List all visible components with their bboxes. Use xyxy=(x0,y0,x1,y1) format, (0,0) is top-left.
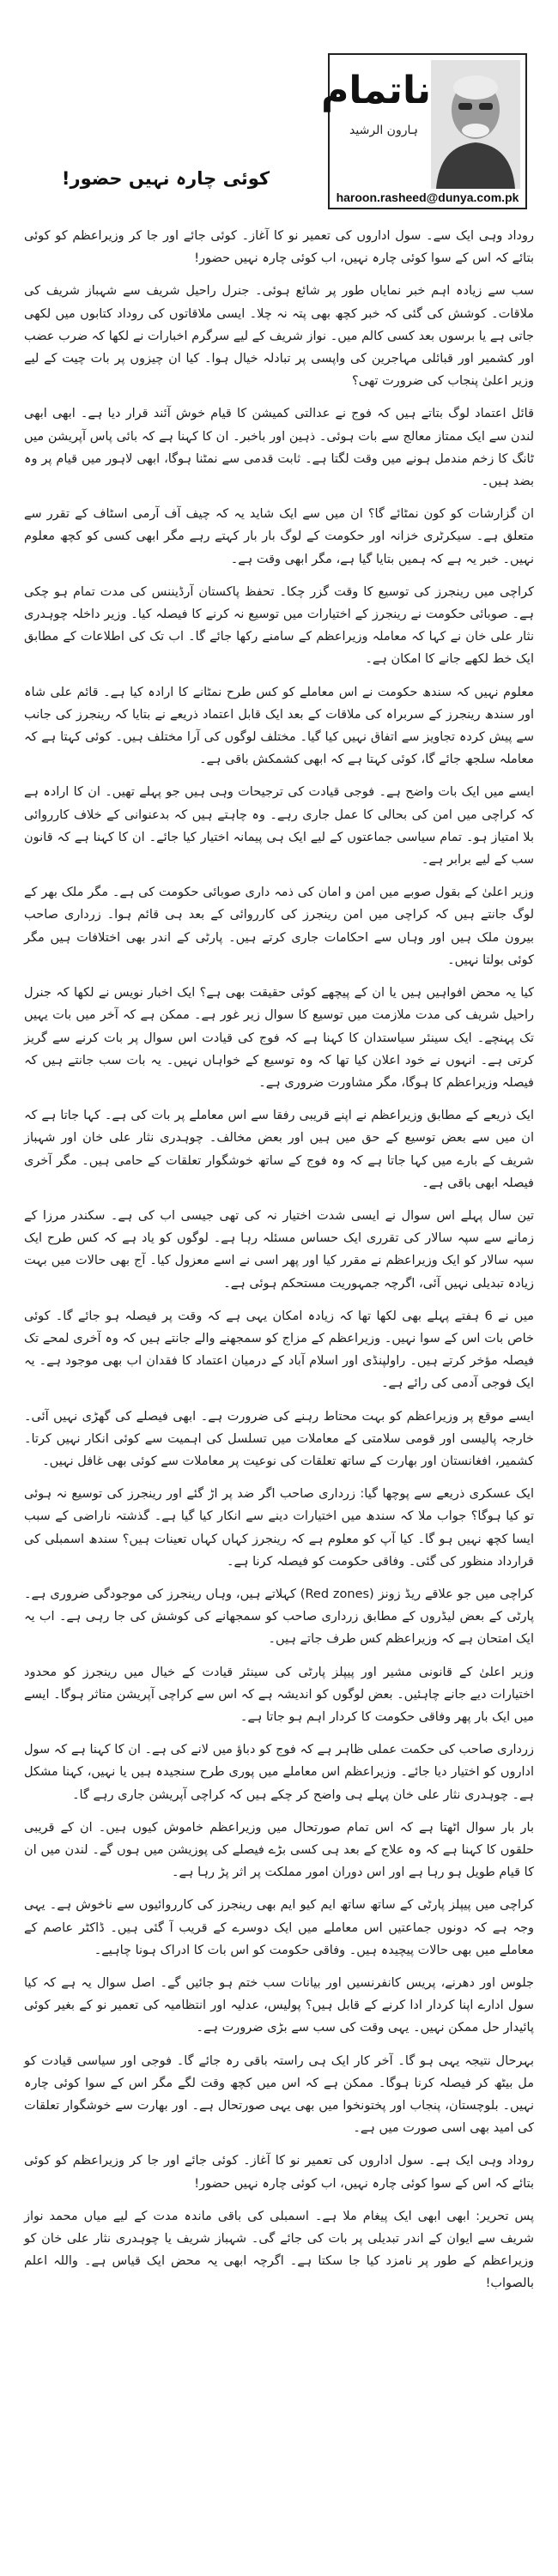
article-paragraph: سب سے زیادہ اہم خبر نمایاں طور پر شائع ہوئی۔ جنرل راحیل شریف سے شہباز شریف کی ملاقات۔ کوشش کی گئی کہ خبر کچھ بھی پتہ نہ چلا۔ ایسی ملاقاتوں کی روداد کتابوں میں لکھی جاتی ہے یا برسوں بعد کسی کالم میں۔ نواز شریف کے لیے سرگرم اخبارات نے لکھا کہ ضرب عضب اور کشمیر اور قبائلی مہاجرین کی واپسی پر تبادلہ خیال ہوا۔ کیا ان چیزوں پر بات چیت کے لیے وزیر اعلیٰ پنجاب کی ضرورت تھی؟ xyxy=(24,284,534,389)
article-body xyxy=(24,225,534,2306)
author-portrait-image xyxy=(431,60,520,189)
article-paragraph: تین سال پہلے اس سوال نے ایسی شدت اختیار نہ کی تھی جیسی اب کی ہے۔ سکندر مرزا کے زمانے سے سپہ سالار کی تقرری ایک حساس مسئلہ رہا ہے۔ لوگوں کو یاد ہے کہ کس طرح ایک سپہ سالار کو ایک وزیراعظم نے مقرر کیا اور پھر اسی نے اسے معزول کیا۔ آج بھی حالات میں بہت زیادہ تبدیلی نہیں آئی، اگرچہ جمہوریت مستحکم ہوئی ہے۔ xyxy=(24,1208,534,1291)
article-paragraph: کراچی میں جو علاقے ریڈ زونز (Red zones) کہلاتے ہیں، وہاں رینجرز کی موجودگی ضروری ہے۔ پارٹی کے بعض لیڈروں کے مطابق زرداری صاحب کو سمجھانے کی کوشش کی جا رہی ہے۔ اب یہ ایک امتحان ہے کہ وزیراعظم کس طرف جاتے ہیں۔ xyxy=(24,1587,534,1647)
article-paragraph: ایسے میں ایک بات واضح ہے۔ فوجی قیادت کی ترجیحات وہی ہیں جو پہلے تھیں۔ ان کا ارادہ ہے کہ کراچی میں امن کی بحالی کا عمل جاری رہے۔ وہ چاہتے ہیں کہ بدعنوانی کے خلاف کارروائی بلا امتیاز ہو۔ تمام سیاسی جماعتوں کے لیے ایک ہی پیمانہ اختیار کیا جائے۔ ان کا کہنا ہے کہ قانون سب کے لیے برابر ہے۔ xyxy=(24,785,534,868)
article-paragraph: روداد وہی ایک سے۔ سول اداروں کی تعمیر نو کا آغاز۔ کوئی جائے اور جا کر وزیراعظم کو کوئی بتائے کہ اس کے سوا کوئی چارہ نہیں، اب کوئی چارہ نہیں حضور! xyxy=(24,229,534,266)
column-masthead xyxy=(321,53,527,209)
article-paragraph: زرداری صاحب کی حکمت عملی ظاہر ہے کہ فوج کو دباؤ میں لانے کی ہے۔ ان کا کہنا ہے کہ سول اداروں کو اختیار دیا جائے۔ وزیراعظم اس معاملے میں پوری طرح سنجیدہ ہیں یا نہیں، کہنا مشکل ہے۔ چوہدری نثار علی خان پہلے ہی واضح کر چکے ہیں کہ کراچی آپریشن جاری رہے گا۔ xyxy=(24,1743,534,1802)
article-headline: کوئی چارہ نہیں حضور! xyxy=(61,168,270,189)
article-paragraph: کراچی میں پیپلز پارٹی کے ساتھ ساتھ ایم کیو ایم بھی رینجرز کی کارروائیوں سے ناخوش ہے۔ یہی وجہ ہے کہ دونوں جماعتیں اس معاملے میں ایک دوسرے کے قریب آ گئی ہیں۔ ڈاکٹر عاصم کے معاملے میں بھی حالات پیچیدہ ہیں۔ وفاقی حکومت کو اس بات کا ادراک ہونا چاہیے۔ xyxy=(24,1898,534,1957)
article-paragraph: ان گزارشات کو کون نمٹائے گا؟ ان میں سے ایک شاید یہ کہ چیف آف آرمی اسٹاف کے تقرر سے متعلق ہے۔ سیکرٹری خزانہ اور حکومت کے لوگ بار بار کہتے رہے مگر ابھی کسی کو کچھ معلوم نہیں۔ خبر یہ ہے کہ ہمیں بتایا گیا ہے، مگر ابھی وقت ہے۔ xyxy=(24,507,534,566)
article-paragraph: قائل اعتماد لوگ بتاتے ہیں کہ فوج نے عدالتی کمیشن کا قیام خوش آئند قرار دیا ہے۔ ابھی ابھی لندن سے ایک ممتاز معالج سے بات ہوئی۔ ذہین اور باخبر۔ ان کا کہنا ہے کہ بائی پاس آپریشن میں ٹانگ کا زخم مندمل ہونے میں وقت لگتا ہے۔ ثابت قدمی سے نمٹنا ہوگا، ابھی لاہور میں قیام پر وہ بضد ہیں۔ xyxy=(24,407,534,489)
article-paragraph: معلوم نہیں کہ سندھ حکومت نے اس معاملے کو کس طرح نمٹانے کا ارادہ کیا ہے۔ قائم علی شاہ اور سندھ رینجرز کے سربراہ کی ملاقات کے بعد ایک قابل اعتماد ذریعے نے بتایا کہ رینجرز کی جانب سے پیش کردہ تجاویز سے اتفاق نہیں کیا گیا۔ مختلف لوگوں کی آرا مختلف ہیں۔ کوئی کہتا ہے کہ معاملہ سلجھ جائے گا، کوئی کہتا ہے کہ ابھی کشمکش باقی ہے۔ xyxy=(24,685,534,767)
article-paragraph: روداد وہی ایک ہے۔ سول اداروں کی تعمیر نو کا آغاز۔ کوئی جائے اور جا کر وزیراعظم کو کوئی بتائے کہ اس کے سوا کوئی چارہ نہیں، اب کوئی چارہ نہیں حضور! xyxy=(24,2154,534,2191)
article-paragraph: بار بار سوال اٹھتا ہے کہ اس تمام صورتحال میں وزیراعظم خاموش کیوں ہیں۔ ان کے قریبی حلقوں کا کہنا ہے کہ وہ علاج کے بعد ہی کسی بڑے فیصلے کی پوزیشن میں ہوں گے۔ لندن میں ان کا قیام طویل ہو رہا ہے اور اس دوران امور مملکت پر اثر پڑ رہا ہے۔ xyxy=(24,1820,534,1880)
article-paragraph: وزیر اعلیٰ کے قانونی مشیر اور پیپلز پارٹی کی سینئر قیادت کے خیال میں رینجرز کو محدود اختیارات دیے جانے چاہئیں۔ بعض لوگوں کو اندیشہ ہے کہ اس سے کراچی آپریشن متاثر ہوگا۔ ایسے میں ایک بار پھر وفاقی حکومت کا کردار اہم ہو جاتا ہے۔ xyxy=(24,1665,534,1724)
author-name: ہارون الرشید xyxy=(349,124,418,137)
article-paragraph: پس تحریر: ابھی ابھی ایک پیغام ملا ہے۔ اسمبلی کی باقی ماندہ مدت کے لیے میاں محمد نواز شریف سے ایوان کے اندر تبدیلی پر بات کی جائے گی۔ شہباز شریف یا چوہدری نثار علی خان کو وزیراعظم کے طور پر نامزد کیا جا سکتا ہے۔ اگرچہ ابھی یہ محض ایک قیاس ہے۔ واللہ اعلم بالصواب! xyxy=(24,2209,534,2291)
column-title: ناتمام xyxy=(321,69,431,112)
article-paragraph: کراچی میں رینجرز کی توسیع کا وقت گزر چکا۔ تحفظ پاکستان آرڈیننس کی مدت تمام ہو چکی ہے۔ صوبائی حکومت نے رینجرز کے اختیارات میں توسیع نہ کرنے کا فیصلہ کیا۔ وزیر داخلہ چوہدری نثار علی خان نے کہا کہ معاملہ وزیراعظم کے سامنے رکھا جائے گا۔ اب تک کی اطلاعات کے مطابق ایک خط لکھے جانے کا امکان ہے۔ xyxy=(24,584,534,667)
article-paragraph: وزیر اعلیٰ کے بقول صوبے میں امن و امان کی ذمہ داری صوبائی حکومت کی ہے۔ مگر ملک بھر کے لوگ جانتے ہیں کہ کراچی میں امن رینجرز کی کارروائی کے بعد ہی قائم ہوا۔ زرداری صاحب بیرون ملک ہیں اور وہاں سے احکامات جاری کرتے ہیں۔ پارٹی کے اندر بھی اختلافات ہیں مگر کوئی بولتا نہیں۔ xyxy=(24,886,534,967)
author-photo xyxy=(431,60,520,189)
author-email[interactable]: haroon.rasheed@dunya.com.pk xyxy=(336,190,519,204)
article-paragraph: میں نے 6 ہفتے پہلے بھی لکھا تھا کہ زیادہ امکان یہی ہے کہ وقت پر فیصلہ ہو جائے گا۔ کوئی خاص بات اس کے سوا نہیں۔ وزیراعظم کے مزاج کو سمجھنے والے جانتے ہیں کہ وہ آخری لمحے تک فیصلہ مؤخر کرتے ہیں۔ راولپنڈی اور اسلام آباد کے درمیان اعتماد کا فقدان اب بھی موجود ہے۔ یہ ایک فوجی آدمی کی رائے ہے۔ xyxy=(24,1309,534,1391)
article-paragraph: جلوس اور دھرنے، پریس کانفرنسیں اور بیانات سب ختم ہو جائیں گے۔ اصل سوال یہ ہے کہ کیا سول ادارے اپنا کردار ادا کرنے کے قابل ہیں؟ پولیس، عدلیہ اور انتظامیہ کی تعمیر نو کے بغیر کوئی پائیدار حل ممکن نہیں۔ یہی وقت کی سب سے بڑی ضرورت ہے۔ xyxy=(24,1976,534,2035)
article-paragraph: بہرحال نتیجہ یہی ہو گا۔ آخر کار ایک ہی راستہ باقی رہ جائے گا۔ فوجی اور سیاسی قیادت کو مل بیٹھ کر فیصلہ کرنا ہوگا۔ ممکن ہے کہ اس میں کچھ وقت لگے مگر اس کے سوا کوئی چارہ نہیں۔ بلوچستان، پنجاب اور پختونخوا میں بھی یہی صورتحال ہے۔ اور بھارت سے خوشگوار تعلقات کی امید بھی اسی صورت میں ہے۔ xyxy=(24,2053,534,2136)
article-paragraph: کیا یہ محض افواہیں ہیں یا ان کے پیچھے کوئی حقیقت بھی ہے؟ ایک اخبار نویس نے لکھا کہ جنرل راحیل شریف کی مدت ملازمت میں توسیع کا سوال زیر غور ہے۔ ممکن ہے کہ آخر میں بات یہیں تک پہنچے۔ ایک سینئر سیاستدان کا کہنا ہے کہ فوج کی قیادت اس سوال پر بات کرنے سے گریز کرتی ہے۔ انہوں نے خود اعلان کیا تھا کہ وہ توسیع کے خواہاں نہیں۔ یہ بات سب جانتے ہیں کہ فیصلہ وزیراعظم کا ہوگا، مگر مشاورت ضروری ہے۔ xyxy=(24,986,534,1090)
article-paragraph: ایک عسکری ذریعے سے پوچھا گیا: زرداری صاحب اگر ضد پر اڑ گئے اور رینجرز کی توسیع نہ ہوئی تو کیا ہوگا؟ جواب ملا کہ سندھ میں اختیارات دینے سے انکار کیا گیا ہے۔ گذشتہ ناراضی کے سبب ایسا کچھ نہیں ہو گا۔ کیا آپ کو معلوم ہے کہ رینجرز کہاں کہاں تعینات ہیں؟ سندھ اسمبلی کی قرارداد منظور کی گئی۔ وفاقی حکومت کو فیصلہ کرنا ہے۔ xyxy=(24,1487,534,1569)
article-paragraph: ایک ذریعے کے مطابق وزیراعظم نے اپنے قریبی رفقا سے اس معاملے پر بات کی ہے۔ کہا جاتا ہے کہ ان میں سے بعض توسیع کے حق میں ہیں اور بعض مخالف۔ چوہدری نثار علی خان اور شہباز شریف کے بارے میں کہا جاتا ہے کہ وہ فوج کے ساتھ خوشگوار تعلقات کے حامی ہیں۔ مگر آخری فیصلہ ابھی باقی ہے۔ xyxy=(24,1109,534,1190)
article-paragraph: ایسے موقع پر وزیراعظم کو بہت محتاط رہنے کی ضرورت ہے۔ ابھی فیصلے کی گھڑی نہیں آئی۔ خارجہ پالیسی اور قومی سلامتی کے معاملات میں تسلسل کی اہمیت سے کوئی انکار نہیں کرتا۔ کشمیر، افغانستان اور بھارت کے ساتھ تعلقات کی نوعیت پر معاملات سے کوئی بھی غافل نہیں۔ xyxy=(24,1409,534,1468)
